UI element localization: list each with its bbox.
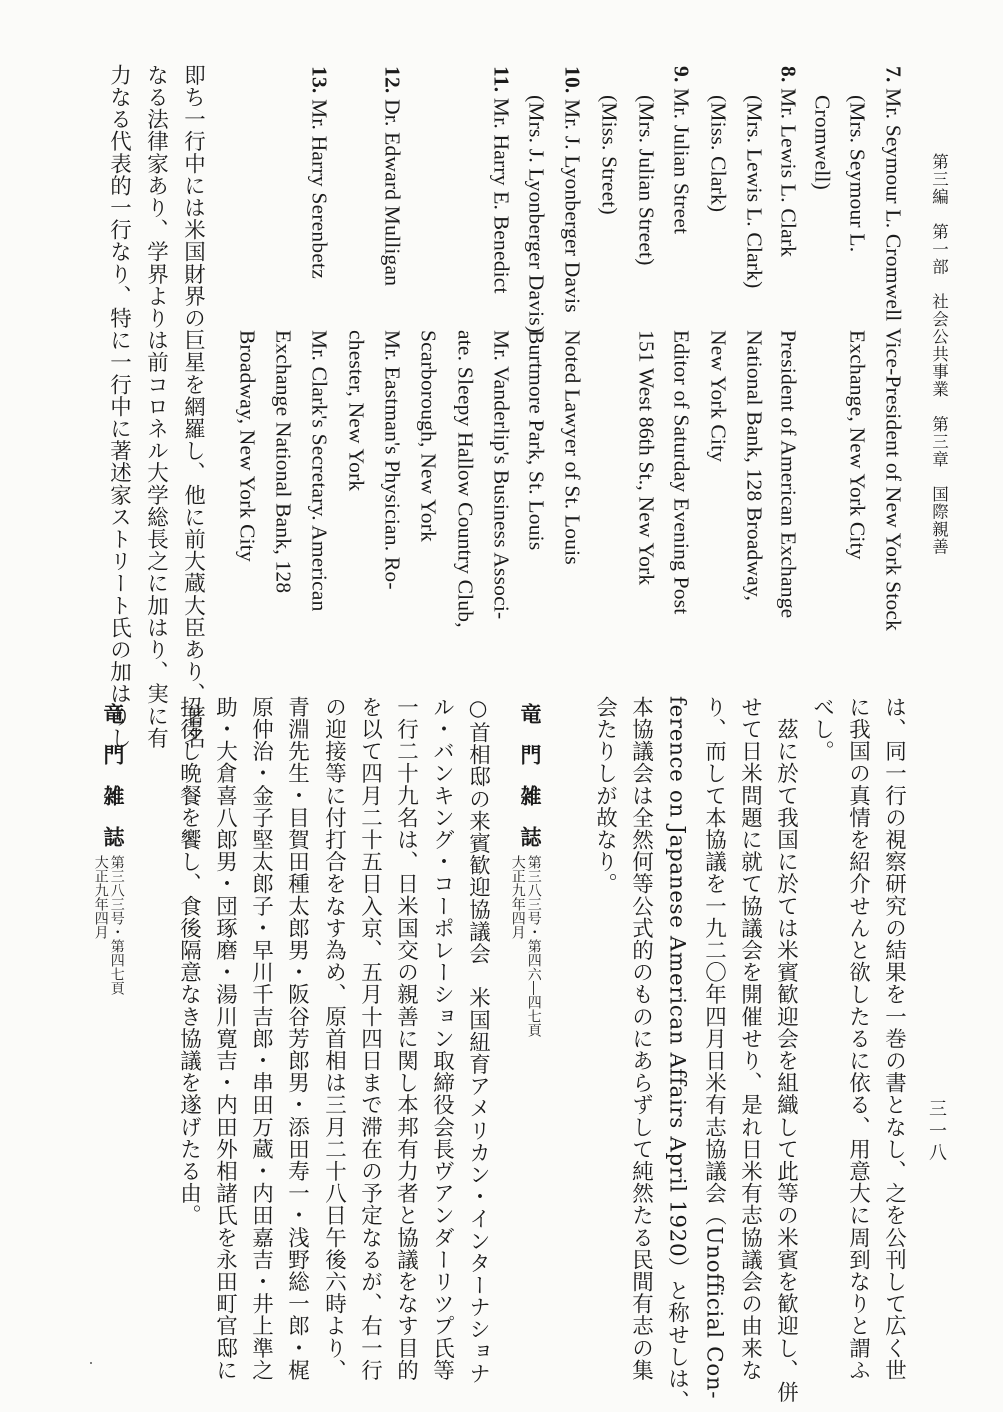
roster-line: 10. Mr. J. Lyonberger Davis [560, 66, 585, 313]
roster-line: (Mrs. Lewis L. Clark) [742, 95, 767, 289]
roster-line: 13. Mr. Harry Serenbetz [307, 66, 332, 279]
text-line: 会たりしが故なり。 [592, 696, 618, 895]
roster-line: 12. Dr. Edward Mulligan [380, 66, 405, 287]
roster-line-desc: 151 West 86th St., New York [634, 330, 659, 586]
text-line: 本協議会は全然何等公式的のものにあらずして純然たる民間有志の集 [628, 696, 654, 1382]
roster-line: (Mrs. Julian Street) [634, 95, 659, 266]
roster-line: (Mrs. J. Lyonberger Davis) [524, 95, 549, 334]
page-number: 三一八 [926, 1099, 947, 1165]
roster-line: 7. Mr. Seymour L. Cromwell [881, 66, 906, 322]
roster-line-desc: Burtmore Park, St. Louis [524, 330, 549, 551]
text-line: べし。 [809, 696, 835, 763]
text-line: 助・大倉喜八郎男・団琢磨・湯川寛吉・内田外相諸氏を永田町官邸に [212, 696, 238, 1382]
text-line: なる法律家あり、学界よりは前コロネル大学総長之に加はり、実に有 [143, 64, 169, 750]
roster-line-desc: Mr. Vanderlip's Business Associ- [489, 330, 514, 620]
source-title: 竜門雑誌 [101, 703, 126, 867]
roster-line-desc: Editor of Saturday Evening Post [669, 330, 694, 615]
source-date: 大正九年四月 [509, 855, 526, 939]
roster-line: (Mrs. Seymour L. [845, 95, 870, 253]
roster-line-desc: Mr. Eastman's Physician. Ro- [380, 330, 405, 590]
roster-line: (Miss. Street) [597, 95, 622, 215]
text-line: り、而して本協議を一九二〇年四月日米有志協議会（Unofficial Con- [701, 696, 727, 1400]
text-line: 原仲治・金子堅太郎子・早川千吉郎・串田万蔵・内田嘉吉・井上準之 [248, 696, 274, 1382]
text-line: ference on Japanese American Affairs April 1920）と称せしは、 [664, 696, 690, 1412]
roster-line: Cromwell) [810, 95, 835, 190]
text-line: 即ち一行中には米国財界の巨星を網羅し、他に前大蔵大臣あり、著名 [180, 64, 206, 750]
roster-line: 8. Mr. Lewis L. Clark [776, 66, 801, 258]
roster-line: (Miss. Clark) [706, 95, 731, 213]
roster-line-desc: President of American Exchange [776, 330, 801, 619]
text-line: 力なる代表的一行なり、特に一行中に著述家ストリート氏の加はりし [106, 64, 132, 750]
running-head: 第三編 第一部 社会公共事業 第三章 国際親善 [929, 153, 949, 556]
text-line: は、同一行の視察研究の結果を一巻の書となし、之を公刊して広く世 [881, 696, 907, 1382]
text-line: せて日米問題に就て協議会を開催せり、是れ日米有志協議会の由来な [737, 696, 763, 1382]
roster-line-desc: Exchange, New York City [845, 330, 870, 560]
text-line: ル・バンキング・コーポレーション取締役会長ヴアンダーリツプ氏等 [429, 696, 455, 1382]
roster-line: 11. Mr. Harry E. Benedict [489, 66, 514, 294]
roster-line-desc: New York City [706, 330, 731, 463]
roster-line-desc: chester, New York [344, 330, 369, 492]
roster-line-desc: Vice-President of New York Stock [881, 328, 906, 632]
source-issue: 第三八三号・第四七頁 [108, 855, 125, 995]
text-line: の迎接等に付打合をなす為め、原首相は三月二十八日午後六時より、 [321, 696, 347, 1382]
roster-line-desc: ate. Sleepy Hallow Country Club, [453, 330, 478, 628]
text-line: を以て四月二十五日入京、五月十四日まで滞在の予定なるが、右一行 [357, 696, 383, 1382]
text-line: 茲に於て我国に於ては米賓歓迎会を組織して此等の米賓を歓迎し、併 [773, 696, 799, 1404]
roster-line-desc: Noted Lawyer of St. Louis [560, 330, 585, 565]
text-line: 一行二十九名は、日米国交の親善に関し本邦有力者と協議をなす目的 [393, 696, 419, 1382]
roster-line-desc: Exchange National Bank, 128 [271, 330, 296, 594]
source-title: 竜門雑誌 [518, 703, 543, 867]
source-issue: 第三八三号・第四六―四七頁 [525, 855, 542, 1037]
source-date: 大正九年四月 [92, 855, 109, 939]
roster-line-desc: Broadway, New York City [235, 330, 260, 562]
roster-line: 9. Mr. Julian Street [669, 66, 694, 235]
text-line: ○首相邸の来賓歓迎協議会 米国紐育アメリカン・インターナショナ [465, 696, 491, 1385]
roster-line-desc: Mr. Clark's Secretary. American [307, 330, 332, 612]
roster-line-desc: National Bank, 128 Broadway, [742, 330, 767, 602]
paper-speck [90, 1362, 92, 1364]
text-line: 青淵先生・目賀田種太郎男・阪谷芳郎男・添田寿一・浅野総一郎・梶 [284, 696, 310, 1382]
roster-line-desc: Scarborough, New York [416, 330, 441, 543]
text-line: 招待し晩餐を饗し、食後隔意なき協議を遂げたる由。 [176, 696, 202, 1227]
text-line: に我国の真情を紹介せんと欲したるに依る、用意大に周到なりと謂ふ [845, 696, 871, 1382]
